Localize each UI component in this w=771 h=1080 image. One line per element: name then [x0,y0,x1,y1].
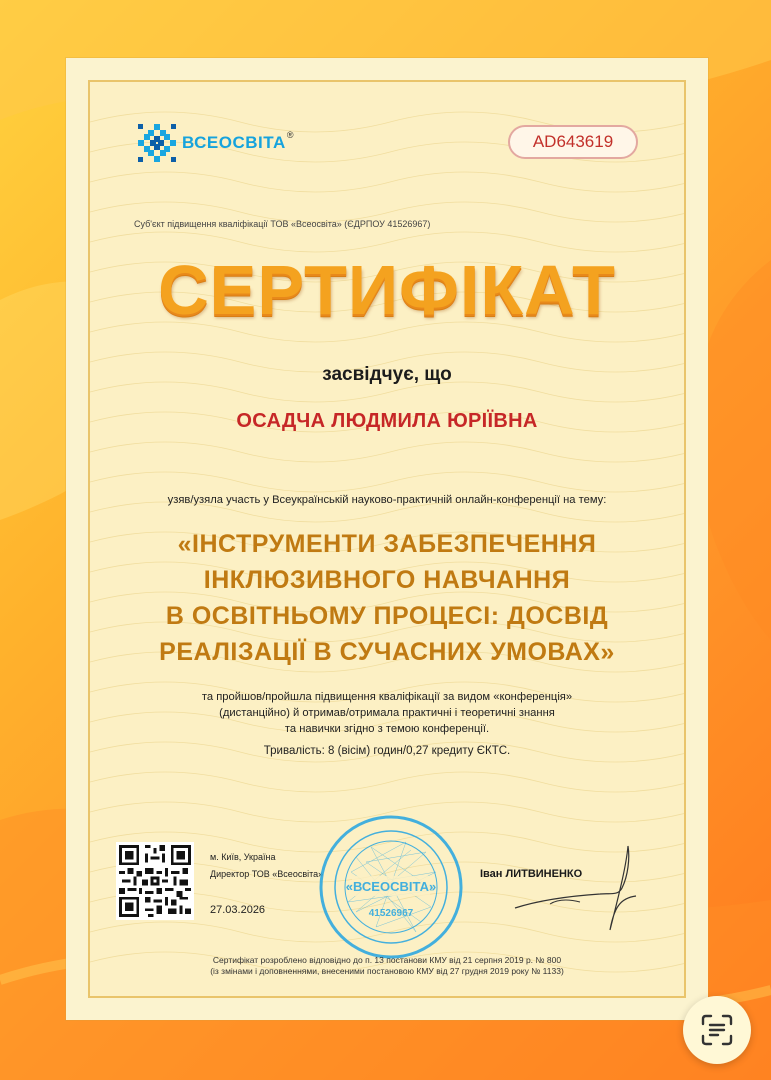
body-line: та пройшов/пройшла підвищення кваліфікації за видом «конференція» [201,691,573,703]
city-text: м. Київ, Україна [210,852,276,862]
issue-date: 27.03.2026 [210,904,266,916]
conference-topic [110,526,664,670]
registered-mark: ® [286,130,294,140]
subject-line: Суб'єкт підвищення кваліфікації ТОВ «Всеосвіта» (ЄДРПОУ 41526967) [134,219,431,229]
director-title: Директор ТОВ «Всеосвіта» [210,869,324,879]
footer-line: (із змінами і доповненнями, внесеними постановою КМУ від 27 грудня 2019 року № 1133) [210,966,564,976]
body-line: та навички згідно з темою конференції. [284,723,490,735]
body-line: (дистанційно) й отримав/отримала практичні і теоретичні знання [219,707,555,719]
text-scan-icon [699,1012,735,1048]
stamp-code-text: 41526967 [368,908,414,919]
certificate-id-badge: AD643619 [508,125,638,159]
topic-line: РЕАЛІЗАЦІЇ В СУЧАСНИХ УМОВАХ» [159,638,615,666]
participation-text: узяв/узяла участь у Всеукраїнській науково-практичній онлайн-конференції на тему: [167,494,607,506]
footer-line: Сертифікат розроблено відповідно до п. 13 постанови КМУ від 21 серпня 2019 р. № 800 [212,955,562,965]
text-scan-button[interactable] [683,996,751,1064]
topic-line: ІНКЛЮЗИВНОГО НАВЧАННЯ [203,566,571,594]
topic-line: В ОСВІТНЬОМУ ПРОЦЕСІ: ДОСВІД [165,602,609,630]
certifies-text: засвідчує, що [322,364,452,385]
certificate-title: СЕРТИФІКАТ [158,251,616,329]
logo-text: ВСЕОСВІТА [182,133,286,152]
qualification-text [66,689,708,737]
recipient-name: ОСАДЧА ЛЮДМИЛА ЮРІЇВНА [236,410,538,432]
handwritten-signature [510,838,640,938]
official-seal-icon [316,812,466,962]
duration-text: Тривалість: 8 (вісім) годин/0,27 кредиту ЄКТС. [263,745,511,757]
signer-name: Іван ЛИТВИНЕНКО [480,868,583,880]
qr-code-icon [116,842,194,920]
snowflake-pattern-icon [136,122,178,164]
stamp-center-text: «ВСЕОСВІТА» [345,879,437,894]
topic-line: «ІНСТРУМЕНТИ ЗАБЕЗПЕЧЕННЯ [177,530,597,558]
legal-footer [66,955,708,977]
vseosvita-logo [136,122,293,164]
